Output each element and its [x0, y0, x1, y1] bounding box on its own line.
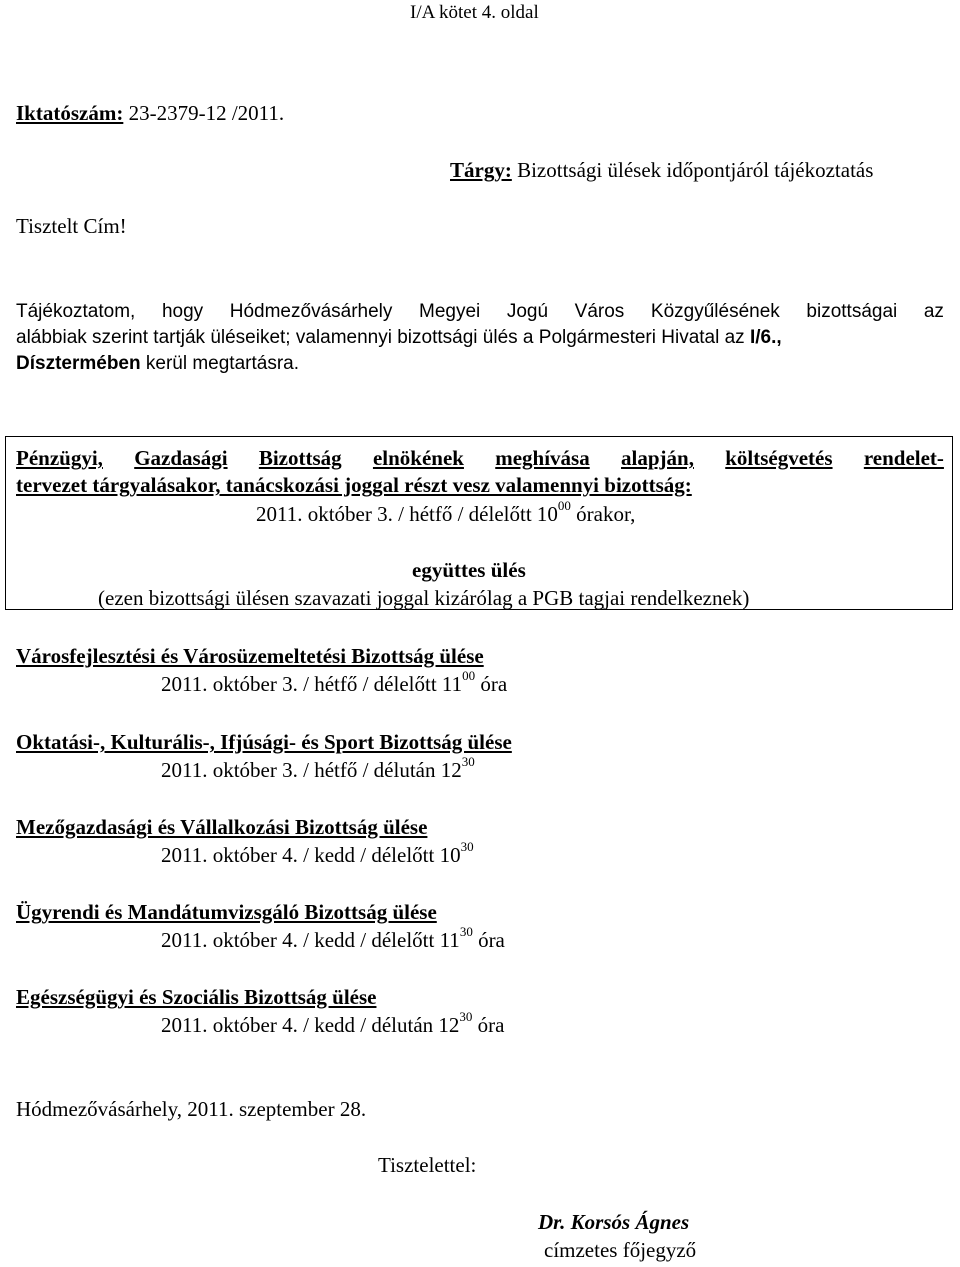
committee-date-text: 2011. október 3. / hétfő / délután 12 [161, 758, 462, 782]
joint-session-title-word: Pénzügyi, [16, 446, 103, 470]
committee-date-minutes: 30 [459, 1009, 473, 1024]
committee-date [161, 839, 474, 868]
joint-session-label: együttes ülés [412, 558, 526, 582]
joint-session-title-word: Gazdasági [134, 446, 228, 470]
intro-line-1 [16, 301, 944, 323]
intro-word: Jogú [506, 301, 549, 322]
intro-word: Megyei [419, 301, 481, 322]
joint-session-title-word: meghívása [495, 446, 590, 470]
intro-word: Város [574, 301, 625, 322]
joint-session-date: 2011. október 3. / hétfő / délelőtt $10^{00}$ órakor, [256, 498, 636, 526]
joint-session-title-line-2: tervezet tárgyalásakor, tanácskozási joggal részt vesz valamennyi bizottság: [16, 473, 692, 497]
joint-session-title-word: elnökének [372, 446, 464, 470]
signer-title: címzetes főjegyző [544, 1238, 697, 1262]
intro-paragraph [16, 301, 944, 375]
committee-date-minutes: 30 [460, 839, 474, 854]
committee-date [161, 668, 508, 697]
committee-date-text: 2011. október 4. / kedd / délután 12 [161, 1013, 460, 1037]
joint-session-title-word: rendelet- [863, 446, 944, 470]
committee-date-minutes: 00 [462, 668, 476, 683]
intro-word: hogy [161, 301, 204, 322]
joint-session-title-word: költségvetés [725, 446, 833, 470]
committee-name: Oktatási-, Kulturális-, Ifjúsági- és Sport Bizottság ülése [16, 730, 512, 754]
committee-name: Mezőgazdasági és Vállalkozási Bizottság ülése [16, 815, 428, 839]
place-and-date: Hódmezővásárhely, 2011. szeptember 28. [16, 1097, 367, 1121]
intro-word: Tájékoztatom, [16, 301, 136, 322]
joint-session-note: (ezen bizottsági ülésen szavazati joggal kizárólag a PGB tagjai rendelkeznek) [98, 586, 750, 610]
reference-value: 23-2379-12 /2011. [123, 101, 285, 125]
committee-date [161, 924, 505, 953]
reference-number [16, 101, 284, 126]
reference-label: Iktatószám: [16, 101, 124, 125]
intro-word: Közgyűlésének [650, 301, 780, 322]
subject-value: Bizottsági ülések időpontjáról tájékoztatás [511, 158, 874, 182]
committee-name: Egészségügyi és Szociális Bizottság ülése [16, 985, 377, 1009]
intro-line-3: Dísztermében kerül megtartásra. [16, 353, 300, 374]
joint-session-title-word: alapján, [621, 446, 694, 470]
intro-word: Hódmezővásárhely [229, 301, 393, 322]
committee-date-suffix: óra [472, 1013, 505, 1037]
joint-session-title-line-1 [16, 446, 944, 471]
committee-date-text: 2011. október 4. / kedd / délelőtt 10 [161, 843, 461, 867]
intro-word: bizottságai [806, 301, 898, 322]
committee-date [161, 1009, 505, 1038]
subject-line [450, 158, 873, 183]
signer-name: Dr. Korsós Ágnes [538, 1210, 690, 1234]
committee-date-text: 2011. október 3. / hétfő / délelőtt 11 [161, 672, 463, 696]
committee-name: Ügyrendi és Mandátumvizsgáló Bizottság ülése [16, 900, 437, 924]
joint-session-title [16, 446, 944, 498]
salutation: Tisztelt Cím! [16, 214, 127, 238]
committee-date-suffix: óra [472, 928, 505, 952]
intro-line-2: alábbiak szerint tartják üléseiket; valamennyi bizottsági ülés a Polgármesteri Hivatal az I/6., [16, 327, 782, 348]
closing: Tisztelettel: [378, 1153, 477, 1177]
intro-word: az [923, 301, 944, 322]
committee-date-suffix: óra [475, 672, 508, 696]
committee-date-minutes: 30 [459, 924, 473, 939]
committee-date-minutes: 30 [461, 754, 475, 769]
committee-date-text: 2011. október 4. / kedd / délelőtt 11 [161, 928, 460, 952]
committee-date [161, 754, 475, 783]
joint-session-title-word: Bizottság [258, 446, 342, 470]
subject-label: Tárgy: [450, 158, 512, 182]
page-reference: I/A kötet 4. oldal [410, 2, 539, 23]
committee-name: Városfejlesztési és Városüzemeltetési Bizottság ülése [16, 644, 484, 668]
